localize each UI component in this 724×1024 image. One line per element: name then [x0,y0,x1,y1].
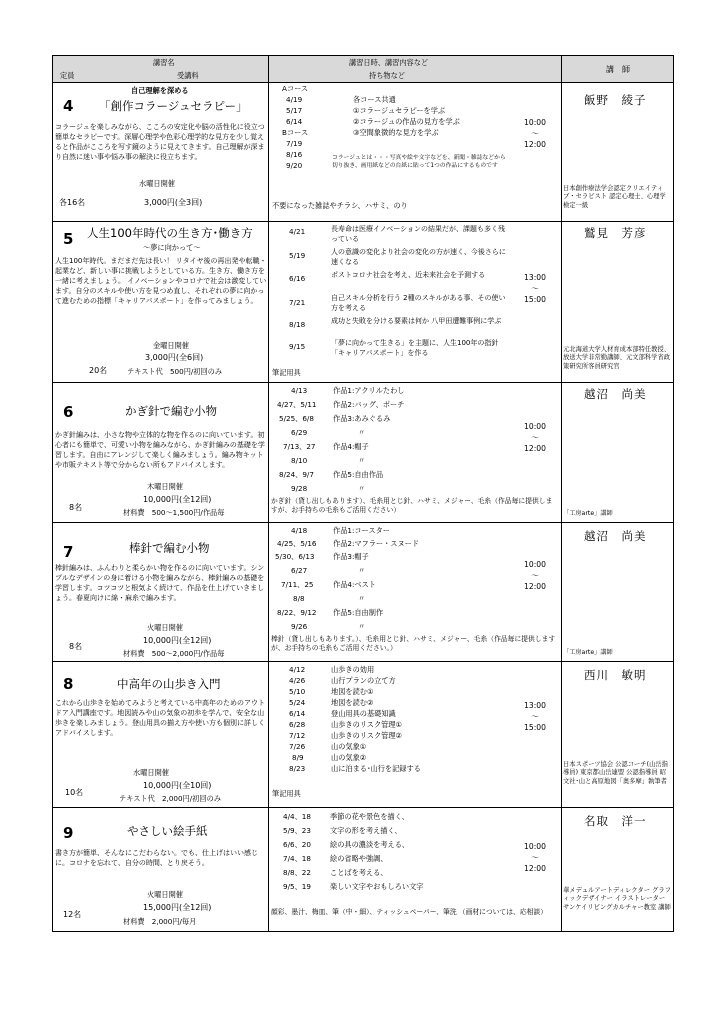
schedule-date: 6/27 [291,566,308,575]
schedule-content: 山歩きのリスク管理① [331,720,402,729]
course-fee: 10,000円(全12回) [143,636,212,645]
time-separator: ～ [531,853,539,862]
schedule-date: 4/26 [289,676,306,685]
schedule-content: 「夢に向かって生きる」を主題に、人生100年の指針「キャリアパスポート」を作る [331,339,499,357]
schedule-content: 作品4:帽子 [333,442,369,451]
course-number: 5 [63,230,74,248]
time-start: 10:00 [524,560,546,569]
course-number: 7 [63,543,74,561]
schedule-date: 8/8、22 [283,868,311,877]
course-capacity: 12名 [63,910,82,919]
schedule-content: 文字の形を考え描く、 [330,826,402,835]
course-items: 筆記用具 [272,789,301,798]
schedule-date: 8/10 [291,456,308,465]
schedule-content: 作品5:自由作品 [333,470,384,479]
course-row [53,83,673,221]
course-time [515,559,555,592]
course-description: かぎ針編みは、小さな物や立体的な物を作るのに向いています。初心者にも簡単で、可愛い小物を編みながら、かぎ針編みの基礎を学習します。自由にアレンジして楽しく編みましょう。編み物キットや市販テキスト等で分からない所もアドバイスします。 [55,431,265,469]
schedule-date: 6/28 [289,720,306,729]
course-capacity: 各16名 [59,198,86,207]
schedule-content: 〃 [358,594,366,603]
schedule-content: 山に泊まる･山行を記録する [331,764,421,773]
schedule-content: 各コース共通 [353,95,396,104]
schedule-content: 〃 [358,456,366,465]
course-items: 棒針（貸し出しもあります。）、毛糸用とじ針、ハサミ、メジャー、毛糸（作品毎に提供しますが、お手持ちの毛糸もご活用ください。） [271,635,556,652]
schedule-date: 6/14 [289,709,306,718]
course-day: 火曜日開催 [147,623,183,632]
header-items: 持ち物など [369,71,405,80]
course-day: 火曜日開催 [147,890,183,899]
instructor-bio: 華メデュルアートディレクター グラフィックデザイナー イラストレーター サンケイリビングカルチャー教室 講師 [563,887,671,911]
time-end: 12:00 [524,582,546,591]
course-time [515,841,555,874]
course-description: 人生100年時代。まだまだ先は長い！ リタイヤ後の再出発や転職・起業など、新しい事に挑戦しようとしている方。生き方、働き方を一緒に考えましょう。 イノベーションやコロナで社会は激変しています。自分のスキルや使い方を見つめ直し、それぞれの夢に向かって進むための指標「キャリアパスポート」を作ってみましょう。 [55,257,267,305]
schedule-label: Aコース [282,84,309,93]
schedule-content: ポストコロナ社会を考え、近未来社会を予測する [331,271,486,279]
schedule-date: 4/21 [289,227,306,236]
course-capacity: 8名 [69,503,83,512]
schedule-content: 作品2:バッグ、ポーチ [333,400,405,409]
instructor-bio: 元北海道大学人材育成本部特任教授、放送大学非常勤講師、元文部科学省政策研究所客員研究官 [563,346,671,370]
course-time [515,272,555,305]
schedule-date: 8/18 [289,320,306,329]
schedule-date: 7/11、25 [281,580,314,589]
course-fee: 15,000円(全12回) [143,903,212,912]
time-end: 15:00 [524,295,546,304]
course-title: かぎ針で編む小物 [125,404,217,418]
schedule-date: 6/16 [289,274,306,283]
header-fee: 受講料 [177,71,199,80]
schedule-date: 7/19 [286,139,303,148]
instructor-bio: 「工房arte」講師 [563,510,613,517]
time-end: 12:00 [524,864,546,873]
schedule-content: 地図を読む① [331,687,374,696]
course-time [515,117,555,150]
schedule-date: 4/27、5/11 [277,400,317,409]
course-extra-fee: 材料費 2,000円/毎月 [123,917,197,926]
time-separator: ～ [531,284,539,293]
time-start: 13:00 [524,701,546,710]
schedule-content: 作品3:帽子 [333,552,369,561]
schedule-content: 人の意識の変化より社会の変化の方が速く、今後さらに速くなる [331,248,506,266]
schedule-content: 成功と失敗を分ける要素は何か 八甲田遭難事例に学ぶ [331,317,502,325]
schedule-content: ③空間象徴的な見方を学ぶ [353,128,439,137]
schedule-date: 8/16 [286,150,303,159]
time-separator: ～ [531,433,539,442]
course-row [53,523,673,661]
schedule-date: 5/17 [286,106,303,115]
schedule-date: 4/19 [286,95,303,104]
course-row [53,662,673,807]
course-fee: 10,000円(全12回) [143,495,212,504]
course-time [515,700,555,733]
schedule-date: 5/9、23 [283,826,311,835]
schedule-content: 〃 [358,428,366,437]
course-title: 中高年の山歩き入門 [117,677,221,691]
schedule-date: 7/4、18 [283,854,311,863]
schedule-date: 9/15 [289,342,306,351]
course-number: 8 [63,675,74,693]
schedule-content: 作品3:あみぐるみ [333,414,391,423]
course-description: 棒針編みは、ふんわりと柔らかい物を作るのに向いています。シンプルなデザインの身に着ける小物を編みながら、棒針編みの基礎を学習します。コツコツと根気よく続けて、作品を仕上げていきましょう。春夏向けに綿・麻糸で編みます。 [55,564,265,602]
schedule-content: 作品5:自由制作 [333,608,384,617]
schedule-date: 9/28 [291,484,308,493]
time-end: 12:00 [524,444,546,453]
schedule-date: 6/29 [291,428,308,437]
instructor-bio: 「工房arte」講師 [563,649,613,656]
course-extra-fee: 材料費 500～1,500円/作品毎 [123,508,225,517]
course-day: 金曜日開催 [153,341,189,350]
course-items: かぎ針（貸し出しもあります）、毛糸用とじ針、ハサミ、メジャー、毛糸（作品毎に提供しますが、お手持ちの毛糸もご活用ください） [271,497,553,514]
schedule-date: 9/20 [286,161,303,170]
course-extra-fee: 材料費 500～2,000円/作品毎 [123,649,225,658]
schedule-date: 5/24 [289,698,306,707]
schedule-content: 登山用具の基礎知識 [331,709,396,718]
schedule-content: 作品1:アクリルたわし [333,386,405,395]
course-fee: 10,000円(全10回) [143,781,212,790]
header-schedule: 講習日時、講習内容など [349,58,429,67]
schedule-date: 9/26 [291,622,308,631]
course-row [53,222,673,382]
instructor-bio: 日本創作療法学会認定クリエイティブ・セラピスト 認定心理士、心理学検定一級 [563,185,666,209]
time-start: 13:00 [524,273,546,282]
schedule-content: 山行プランの立て方 [331,676,396,685]
time-end: 15:00 [524,723,546,732]
schedule-content: 自己スキル分析を行う 2種のスキルがある事、その使い方を考える [331,294,506,312]
course-title: 棒針で編む小物 [129,541,210,555]
course-capacity: 10名 [65,788,84,797]
schedule-date: 4/18 [291,526,308,535]
schedule-content: 〃 [358,622,366,631]
schedule-date: 7/21 [289,298,306,307]
schedule-content: 作品1:コースター [333,526,390,535]
schedule-content: 〃 [358,566,366,575]
course-extra-fee: テキスト代 500円/初回のみ [127,367,223,376]
schedule-date: 4/13 [291,386,308,395]
schedule-date: 7/13、27 [283,442,316,451]
course-title: 「創作コラージュセラピー」 [99,99,248,113]
schedule-content: 絵の具の濃淡を考える、 [330,840,410,849]
time-start: 10:00 [524,118,546,127]
instructor-name: 飯野 綾子 [584,93,647,107]
header-instructor: 講 師 [606,65,630,74]
course-items: 顔彩、墨汁、梅皿、筆（中・細）、ティッシュペーパー、筆洗 （画材については、応相談） [271,908,548,916]
schedule-content: 山の気象① [331,742,367,751]
schedule-date: 9/5、19 [283,882,311,891]
schedule-content: 山歩きのリスク管理② [331,731,402,740]
schedule-date: 4/12 [289,665,306,674]
header-course-name: 講習名 [153,58,175,67]
instructor-name: 越沼 尚美 [584,387,647,401]
course-capacity: 20名 [89,366,108,375]
schedule-date: 4/4、18 [283,812,311,821]
course-pre-title: 自己理解を深める [131,86,189,95]
course-items: 不要になった雑誌やチラシ、ハサミ、のり [272,201,408,210]
course-title: やさしい絵手紙 [127,824,208,838]
instructor-bio: 日本スポーツ協会 公認コーチ(山岳指導員) 東京都山岳連盟 公認指導員 昭文社･山と高原地図「奥多摩」執筆者 [563,761,668,785]
time-start: 10:00 [524,842,546,851]
course-day: 木曜日開催 [147,482,183,491]
schedule-date: 8/23 [289,764,306,773]
course-subtitle: ～夢に向かって～ [143,243,201,252]
schedule-date: 7/12 [289,731,306,740]
course-note: コラージュとは・・・写真や絵や文字などを、新聞・雑誌などから切り抜き、画用紙などの台紙に貼って1つの作品にするものです [332,155,506,169]
course-number: 6 [63,403,74,421]
course-capacity: 8名 [69,642,83,651]
schedule-date: 8/22、9/12 [277,608,317,617]
schedule-date: 7/26 [289,742,306,751]
instructor-name: 鷲見 芳彦 [584,226,647,240]
table-header [53,56,673,83]
course-row [53,808,673,932]
schedule-date: 8/24、9/7 [279,470,314,479]
course-description: これから山歩きを始めてみようと考えている中高年のためのアウトドア入門講座です。地図読みや山の気象の初歩を学んで、安全な山歩きを楽しみましょう。登山用具の揃え方や使い方も個別に詳しくアドバイスします。 [55,699,265,737]
schedule-content: ことばを考える、 [330,868,388,877]
schedule-content: 季節の花や景色を描く、 [330,812,409,821]
schedule-date: 6/14 [286,117,303,126]
header-capacity: 定員 [60,71,75,80]
course-row [53,383,673,522]
course-title: 人生100年時代の生き方･働き方 [87,226,253,240]
schedule-content: ①コラージュセラピーを学ぶ [353,106,446,115]
schedule-content: 〃 [358,484,366,493]
course-description: 書き方が簡単、そんなにこだわらない。でも、仕上げはいい感じに。コロナを忘れて、自分の時間、とり戻そう。 [55,849,258,867]
instructor-name: 西川 敏明 [584,668,647,682]
course-table [52,55,674,932]
course-number: 9 [63,824,74,842]
course-items: 筆記用具 [272,368,301,377]
schedule-date: 5/10 [289,687,306,696]
schedule-content: 作品4:ベスト [333,580,376,589]
schedule-content: 山の気象② [331,753,367,762]
schedule-content: 作品2:マフラー・スヌード [333,539,420,548]
course-fee: 3,000円(全3回) [144,198,203,207]
course-day: 水曜日開催 [139,179,175,188]
schedule-content: ②コラージュの作品の見方を学ぶ [353,117,460,126]
schedule-content: 絵の省略や強調、 [330,854,388,863]
schedule-date: 5/25、6/8 [279,414,314,423]
schedule-content: 長寿命は医療イノベーションの結果だが、課題も多く残っている [331,225,506,243]
course-number: 4 [63,97,74,115]
time-end: 12:00 [524,140,546,149]
schedule-date: 8/8 [293,594,305,603]
time-start: 10:00 [524,422,546,431]
schedule-date: 5/30、6/13 [275,552,315,561]
time-separator: ～ [531,571,539,580]
schedule-content: 山歩きの効用 [331,665,375,674]
schedule-content: 楽しい文字やおもしろい文字 [330,882,424,891]
instructor-name: 越沼 尚美 [584,529,647,543]
course-time [515,421,555,454]
schedule-content: 地図を読む② [331,698,374,707]
instructor-name: 名取 洋一 [584,814,647,828]
course-day: 水曜日開催 [133,768,169,777]
course-description: コラージュを楽しみながら、こころの安定化や脳の活性化に役立つ簡単なセラピーです。深層心理学や色彩心理学的な見方を少し覚えると作品がこころを写す鏡のように見えてきます。自己理解が深まり自然に迷い事や悩み事の解決に役立ちます。 [55,123,265,161]
course-extra-fee: テキスト代 2,000円/初回のみ [119,794,221,803]
time-separator: ～ [531,129,539,138]
schedule-date: 4/25、5/16 [277,539,317,548]
schedule-label: Bコース [282,128,309,137]
course-fee: 3,000円(全6回) [145,353,204,362]
schedule-date: 5/19 [289,251,306,260]
time-separator: ～ [531,712,539,721]
schedule-date: 8/9 [292,753,304,762]
schedule-date: 6/6、20 [283,840,311,849]
